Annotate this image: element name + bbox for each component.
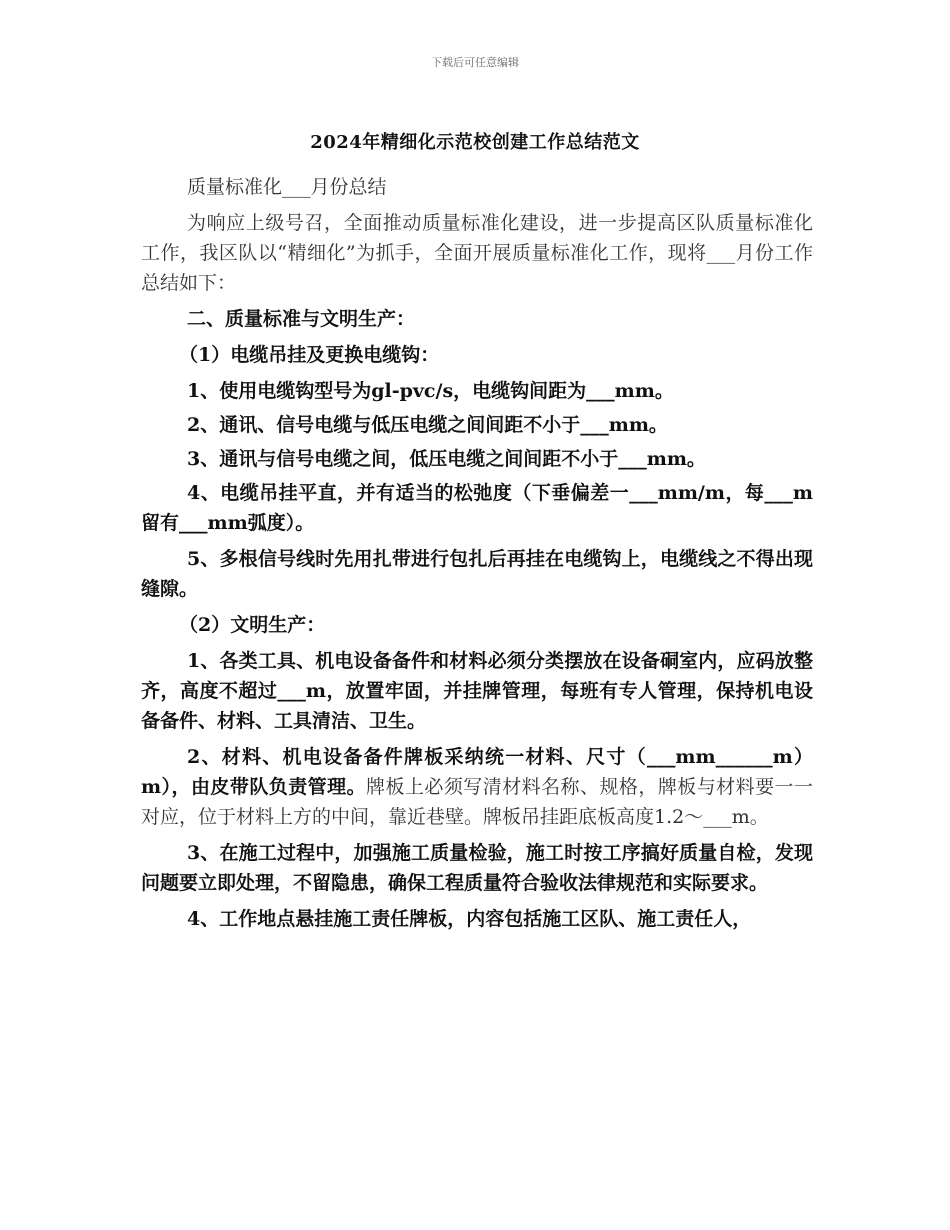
paragraph: 2、通讯、信号电缆与低压电缆之间间距不小于___mm。 — [187, 414, 668, 436]
paragraph: 4、电缆吊挂平直，并有适当的松弛度（下垂偏差一___mm/m，每___m留有___mm弧度）。 — [141, 482, 813, 534]
paragraph-regular-part: 牌板上必须写清材料名称、规格，牌板与材料要一一对应，位于材料上方的中间，靠近巷壁。牌板吊挂距底板高度1.2～___m。 — [141, 776, 813, 828]
subsection-heading: （1）电缆吊挂及更换电缆钩： — [179, 344, 440, 366]
document-body — [141, 172, 813, 940]
paragraph: 5、多根信号线时先用扎带进行包扎后再挂在电缆钩上，电缆线之不得出现缝隙。 — [141, 548, 813, 600]
paragraph-bold-part: 2、材料、机电设备备件牌板采纳统一材料、尺寸（___mm______m）m），由皮带队负责管理。 — [141, 746, 813, 798]
subsection-heading: （2）文明生产： — [179, 614, 326, 636]
paragraph: 1、各类工具、机电设备备件和材料必须分类摆放在设备硐室内，应码放整齐，高度不超过___m，放置牢固，并挂牌管理，每班有专人管理，保持机电设备备件、材料、工具清洁、卫生。 — [141, 650, 813, 732]
paragraph: 3、在施工过程中，加强施工质量检验，施工时按工序搞好质量自检，发现问题要立即处理，不留隐患，确保工程质量符合验收法律规范和实际要求。 — [141, 842, 813, 894]
paragraph: 4、工作地点悬挂施工责任牌板，内容包括施工区队、施工责任人， — [187, 908, 752, 930]
paragraph — [141, 742, 813, 832]
header-note: 下载后可任意编辑 — [431, 56, 519, 69]
paragraph: 质量标准化___月份总结 — [187, 176, 387, 198]
document-title: 2024年精细化示范校创建工作总结范文 — [310, 132, 640, 153]
paragraph: 为响应上级号召，全面推动质量标准化建设，进一步提高区队质量标准化工作，我区队以“精细化”为抓手，全面开展质量标准化工作，现将___月份工作总结如下： — [141, 212, 813, 294]
section-heading: 二、质量标准与文明生产： — [187, 308, 416, 330]
paragraph: 3、通讯与信号电缆之间，低压电缆之间间距不小于___mm。 — [187, 448, 706, 470]
paragraph: 1、使用电缆钩型号为gl-pvc/s，电缆钩间距为___mm。 — [187, 380, 674, 402]
